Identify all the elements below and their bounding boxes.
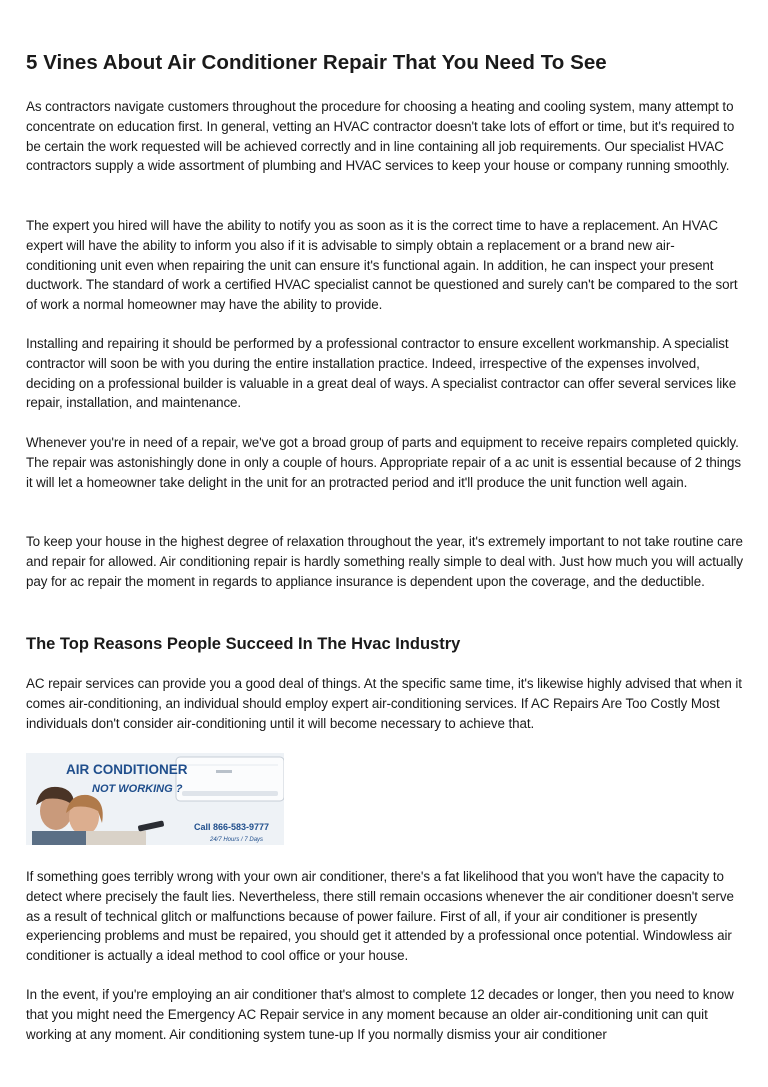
paragraph: To keep your house in the highest degree of relaxation throughout the year, it's extremely important to not take routine care and repair for allowed. Air conditioning repair is hardly something really simple to deal with. Just how much you will actually pay for ac repair the moment in regards to appliance insurance is dependent upon the coverage, and the deductible. <box>26 534 744 589</box>
paragraph: If something goes terribly wrong with your own air conditioner, there's a fat likelihood that you won't have the capacity to detect where precisely the fault lies. Nevertheless, there still remain occasions whenever the air conditioner doesn't serve as a result of technical glitch or malfunctions because of power failure. First of all, if your air conditioner is presently experiencing problems and must be repaired, you should get it attended by a professional once potential. Windowless air conditioner is actually a ideal method to cool office or your house. <box>26 869 734 964</box>
paragraph: Whenever you're in need of a repair, we've got a broad group of parts and equipment to receive repairs completed quickly. The repair was astonishingly done in only a couple of hours. Appropriate repair of a ac unit is essential because of 2 things it will let a homeowner take delight in the unit for an protracted period and it'll produce the unit function well again. <box>26 435 742 490</box>
promo-subheadline: NOT WORKING ? <box>92 783 183 795</box>
promo-phone: Call 866-583-9777 <box>194 822 270 832</box>
air-conditioner-unit-icon <box>176 757 284 801</box>
paragraph: AC repair services can provide you a good deal of things. At the specific same time, it's likewise highly advised that when it comes air-conditioning, an individual should employ expert air-conditioning services. If AC Repairs Are Too Costly Most individuals don't consider air-conditioning until it will become necessary to achieve that. <box>26 676 742 731</box>
paragraph: As contractors navigate customers throughout the procedure for choosing a heating and cooling system, many attempt to concentrate on education first. In general, vetting an HVAC contractor doesn't take lots of effort or time, but it's required to be certain the work requested will be achieved correctly and in line containing all job requirements. Our specialist HVAC contractors supply a wide assortment of plumbing and HVAC services to keep your house or company running smoothly. <box>26 99 735 174</box>
ac-repair-promo-image <box>26 753 284 845</box>
document-title: 5 Vines About Air Conditioner Repair That You Need To See <box>26 51 607 74</box>
paragraph: The expert you hired will have the ability to notify you as soon as it is the correct time to have a replacement. An HVAC expert will have the ability to inform you also if it is advisable to simply obtain a replacement or a brand new air-conditioning unit even when repairing the unit can ensure it's functional again. In addition, he can inspect your present ductwork. The standard of work a certified HVAC specialist cannot be questioned and surely can't be compared to the sort of work a normal homeowner may have the ability to provide. <box>26 218 738 313</box>
promo-hours: 24/7 Hours / 7 Days <box>210 837 264 843</box>
paragraph: Installing and repairing it should be performed by a professional contractor to ensure excellent workmanship. A specialist contractor will soon be with you during the entire installation practice. Indeed, irrespective of the expenses involved, deciding on a professional builder is valuable in a great deal of ways. A specialist contractor can offer several services like repair, installation, and maintenance. <box>26 336 737 411</box>
paragraph: In the event, if you're employing an air conditioner that's almost to complete 12 decades or longer, then you need to know that you might need the Emergency AC Repair service in any moment because an older air-conditioning unit can quit working at any moment. Air conditioning system tune-up If you normally dismiss your air conditioner <box>26 987 734 1042</box>
promo-headline: AIR CONDITIONER <box>66 762 188 777</box>
section-heading: The Top Reasons People Succeed In The Hvac Industry <box>26 635 461 653</box>
